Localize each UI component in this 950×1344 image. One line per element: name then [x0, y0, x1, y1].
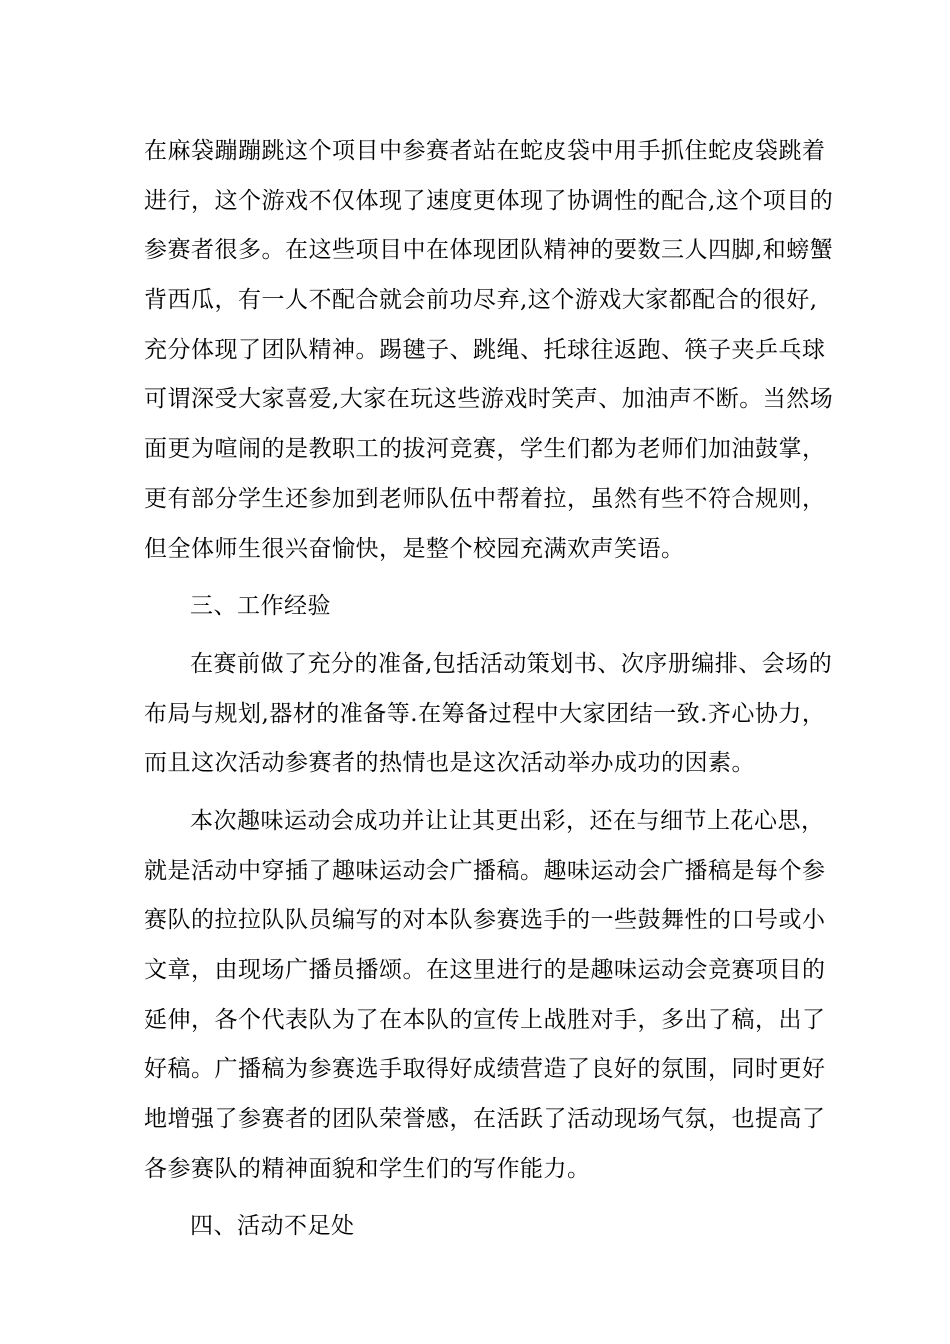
text-line: 更有部分学生还参加到老师队伍中帮着拉，虽然有些不符合规则， [144, 485, 826, 512]
text-line: 充分体现了团队精神。踢毽子、跳绳、托球往返跑、筷子夹乒乓球 [144, 336, 826, 363]
section-heading-shortcomings: 四、活动不足处 [190, 1213, 355, 1240]
text-line: 好稿。广播稿为参赛选手取得好成绩营造了良好的氛围，同时更好 [144, 1056, 826, 1083]
text-line: 但全体师生很兴奋愉快，是整个校园充满欢声笑语。 [144, 535, 685, 562]
text-line: 本次趣味运动会成功并让让其更出彩，还在与细节上花心思， [190, 807, 825, 834]
text-line: 在赛前做了充分的准备,包括活动策划书、次序册编排、会场的 [190, 650, 833, 677]
text-line: 文章，由现场广播员播颂。在这里进行的是趣味运动会竞赛项目的 [144, 957, 826, 983]
text-line: 可谓深受大家喜爱,大家在玩这些游戏时笑声、加油声不断。当然场 [144, 386, 834, 413]
text-line: 背西瓜，有一人不配合就会前功尽弃,这个游戏大家都配合的很好, [144, 287, 818, 314]
spacer [144, 574, 814, 582]
section-heading-work-experience: 三、工作经验 [190, 593, 331, 620]
text-line: 延伸，各个代表队为了在本队的宣传上战胜对手，多出了稿，出了 [144, 1006, 826, 1033]
text-line: 面更为喧闹的是教职工的拔河竞赛，学生们都为老师们加油鼓掌， [144, 436, 826, 463]
text-line: 赛队的拉拉队队员编写的对本队参赛选手的一些鼓舞性的口号或小 [144, 907, 826, 934]
text-line: 各参赛队的精神面貌和学生们的写作能力。 [144, 1155, 591, 1182]
text-line: 在麻袋蹦蹦跳这个项目中参赛者站在蛇皮袋中用手抓住蛇皮袋跳着 [144, 138, 826, 164]
spacer [144, 632, 814, 640]
paragraph-broadcast [144, 797, 826, 1195]
text-line: 布局与规划,器材的准备等.在筹备过程中大家团结一致.齐心协力， [144, 700, 826, 727]
document-body [144, 127, 834, 1252]
spacer [144, 789, 814, 797]
text-line: 地增强了参赛者的团队荣誉感，在活跃了活动现场气氛，也提高了 [144, 1106, 826, 1133]
paragraph-preparation [144, 640, 833, 789]
text-line: 而且这次活动参赛者的热情也是这次活动举办成功的因素。 [144, 750, 755, 777]
spacer [144, 1194, 814, 1202]
paragraph-activities [144, 127, 834, 574]
text-line: 就是活动中穿插了趣味运动会广播稿。趣味运动会广播稿是每个参 [144, 857, 826, 884]
text-line: 进行，这个游戏不仅体现了速度更体现了协调性的配合,这个项目的 [144, 187, 834, 214]
text-line: 参赛者很多。在这些项目中在体现团队精神的要数三人四脚,和螃蟹 [144, 237, 834, 264]
